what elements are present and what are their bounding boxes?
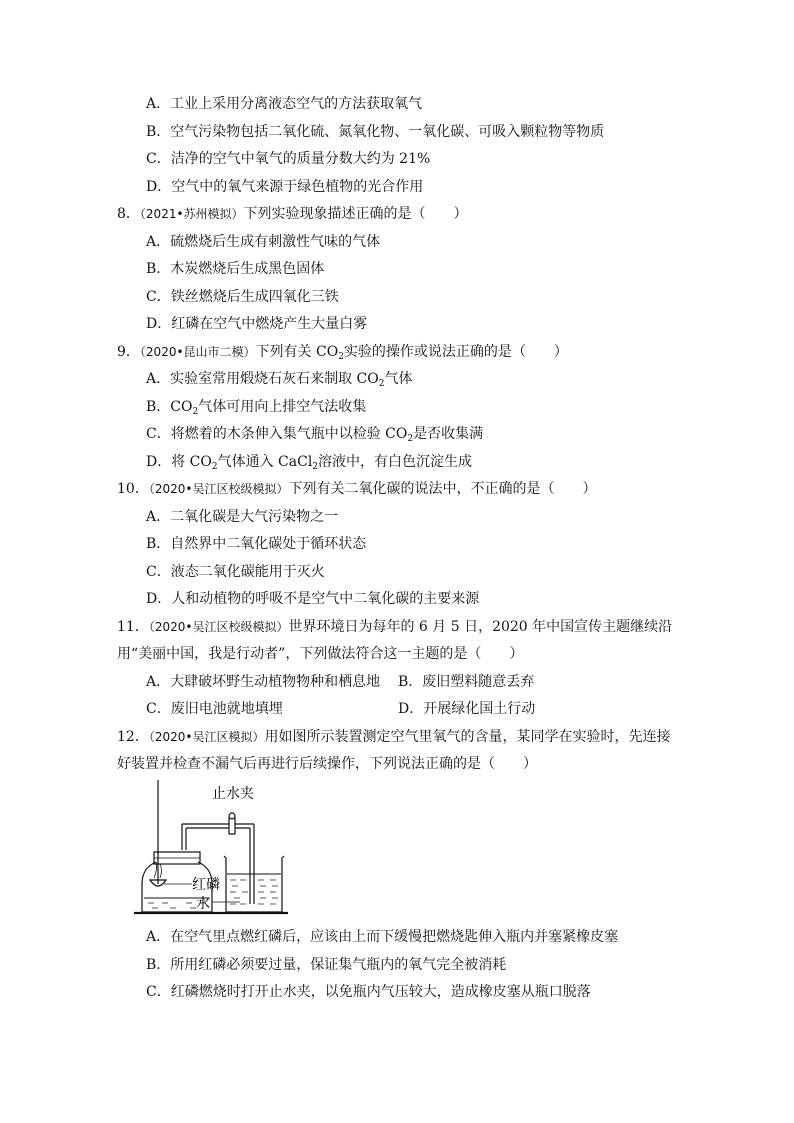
q11-source: （2020•吴江区校级模拟） (148, 620, 289, 634)
q9-stem-post: 实验的操作或说法正确的是（ ） (343, 344, 568, 360)
q10-number: 10． (117, 481, 149, 497)
q11-stem (117, 618, 672, 636)
q12-source: （2020•吴江区模拟） (148, 730, 265, 744)
stop-clamp (229, 818, 235, 834)
q9-d-post: 溶液中，有白色沉淀生成 (318, 454, 473, 470)
q11-option-d: D．开展绿化国土行动 (398, 701, 536, 717)
q9-d-pre: D．将 CO (146, 454, 212, 470)
q12-option-a: A．在空气里点燃红磷后，应该由上而下缓慢把燃烧匙伸入瓶内并塞紧橡皮塞 (146, 929, 619, 945)
q9-b-sub: 2 (192, 407, 199, 417)
q12-number: 12． (117, 729, 149, 745)
q8-option-b: B．木炭燃烧后生成黑色固体 (146, 261, 325, 277)
q11-stem-line2: 用“美丽中国，我是行动者”，下列做法符合这一主题的是（ ） (117, 646, 524, 662)
q9-d-sub: 2 (211, 462, 218, 472)
q9-stem-sub: 2 (338, 352, 344, 362)
q9-c-sub: 2 (407, 434, 414, 444)
q11-number: 11． (117, 619, 149, 635)
q9-d-mid: 气体通入 CaCl (217, 454, 313, 470)
q9-a-sub: 2 (378, 379, 385, 389)
q9-option-c (146, 425, 483, 443)
q8-option-d: D．红磷在空气中燃烧产生大量白雾 (146, 316, 368, 332)
q11-stem-line1: 世界环境日为每年的 6 月 5 日，2020 年中国宣传主题继续沿 (288, 619, 673, 635)
q9-number: 9． (117, 344, 140, 360)
q7-option-d: D．空气中的氧气来源于绿色植物的光合作用 (146, 179, 424, 195)
q10-option-b: B．自然界中二氧化碳处于循环状态 (146, 536, 367, 552)
q9-b-pre: B．CO (146, 399, 193, 415)
q8-stem-text: 下列实验现象描述正确的是（ ） (243, 206, 468, 222)
q7-option-b: B．空气污染物包括二氧化硫、氮氧化物、一氧化碳、可吸入颗粒物等物质 (146, 124, 605, 140)
q11-option-b: B．废旧塑料随意丢弃 (398, 674, 535, 690)
q9-source: （2020•昆山市二模） (139, 345, 256, 359)
q9-stem-pre: 下列有关 CO (255, 344, 339, 360)
q9-c-post: 是否收集满 (413, 426, 484, 442)
q8-stem (117, 205, 468, 223)
q9-a-post: 气体 (384, 371, 413, 387)
q10-source: （2020•吴江区校级模拟） (148, 482, 289, 496)
q10-option-d: D．人和动植物的呼吸不是空气中二氧化碳的主要来源 (146, 591, 480, 607)
q7-option-c: C．洁净的空气中氧气的质量分数大约为 21% (146, 151, 431, 167)
q12-stem-line2: 好装置并检查不漏气后再进行后续操作，下列说法正确的是（ ） (117, 756, 537, 772)
q9-stem (117, 343, 568, 361)
q12-option-c: C．红磷燃烧时打开止水夹，以免瓶内气压较大，造成橡皮塞从瓶口脱落 (146, 984, 591, 1000)
q12-option-b: B．所用红磷必须要过量，保证集气瓶内的氧气完全被消耗 (146, 957, 507, 973)
q9-d-sub2: 2 (312, 462, 319, 472)
q12-stem-line1: 用如图所示装置测定空气里氧气的含量，某同学在实验时，先连接 (264, 729, 671, 745)
q10-stem-text: 下列有关二氧化碳的说法中，不正确的是（ ） (288, 481, 597, 497)
label-red-phosphorus: 红磷 (192, 877, 220, 893)
q9-c-pre: C．将燃着的木条伸入集气瓶中以检验 CO (146, 426, 408, 442)
label-water: 水 (196, 896, 210, 912)
q9-option-b (146, 398, 366, 416)
q9-b-post: 气体可用向上排空气法收集 (198, 399, 367, 415)
q9-a-pre: A．实验室常用煅烧石灰石来制取 CO (146, 371, 379, 387)
q10-stem (117, 480, 596, 498)
label-stop-clamp: 止水夹 (212, 786, 254, 802)
experiment-apparatus-figure (130, 780, 290, 920)
q9-option-a (146, 370, 412, 388)
q11-option-a: A．大肆破坏野生动植物物种和栖息地 (146, 674, 381, 690)
q12-stem (117, 728, 670, 746)
q10-option-a: A．二氧化碳是大气污染物之一 (146, 509, 339, 525)
q9-option-d (146, 453, 472, 471)
q8-number: 8． (117, 206, 140, 222)
q7-option-a: A．工业上采用分离液态空气的方法获取氧气 (146, 96, 423, 112)
q11-option-c: C．废旧电池就地填埋 (146, 701, 283, 717)
q8-option-c: C．铁丝燃烧后生成四氧化三铁 (146, 289, 339, 305)
q10-option-c: C．液态二氧化碳能用于灭火 (146, 564, 325, 580)
q8-source: （2021•苏州模拟） (139, 207, 244, 221)
q8-option-a: A．硫燃烧后生成有刺激性气味的气体 (146, 234, 381, 250)
